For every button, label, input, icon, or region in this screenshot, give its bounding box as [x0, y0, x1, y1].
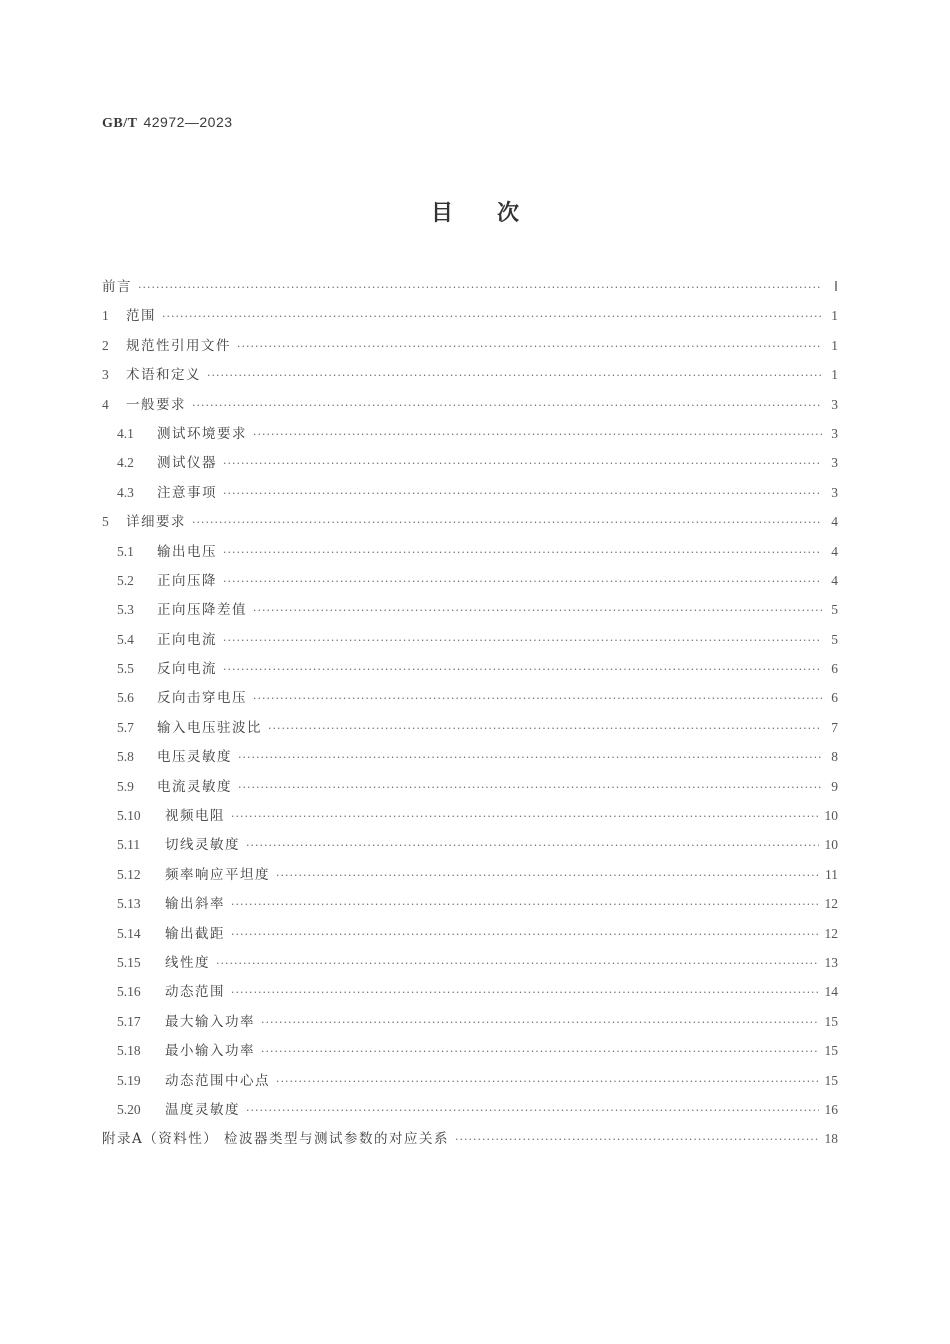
toc-entry-number: 2 [102, 337, 109, 353]
toc-entry-number: 5.11 [117, 837, 141, 853]
dot-leader [253, 420, 822, 449]
toc-entry-page: 6 [831, 690, 838, 706]
toc-entry[interactable] [102, 301, 838, 330]
standard-prefix: GB/T [102, 116, 138, 131]
dot-leader [207, 361, 822, 390]
toc-entry-label: 正向压降差值 [157, 602, 247, 619]
toc-entry[interactable] [102, 566, 838, 595]
dot-leader [223, 655, 822, 684]
toc-entry-number: 5.15 [117, 954, 141, 970]
dot-leader [276, 861, 819, 890]
toc-entry-page: 15 [824, 1072, 838, 1088]
toc-entry-page: 4 [831, 543, 838, 559]
dot-leader [192, 391, 822, 420]
dot-leader [223, 449, 822, 478]
toc-entry-number: 5.4 [117, 631, 134, 647]
toc-entry-label: 前言 [102, 279, 132, 295]
dot-leader [246, 1096, 819, 1125]
toc-entry[interactable] [102, 860, 838, 889]
dot-leader [261, 1008, 819, 1037]
toc-entry-page: 3 [831, 425, 838, 441]
dot-leader [246, 831, 819, 860]
toc-entry-label: 详细要求 [126, 514, 186, 531]
toc-entry-label: 温度灵敏度 [165, 1101, 240, 1118]
dot-leader [223, 479, 822, 508]
toc-entry-page: 13 [824, 954, 838, 970]
toc-entry-number: 5.1 [117, 543, 134, 559]
toc-entry-label: 反向击穿电压 [157, 690, 247, 707]
toc-entry-label: 输出截距 [165, 925, 225, 942]
toc-entry-number: 4.3 [117, 484, 134, 500]
toc-entry-page: 10 [824, 808, 838, 824]
toc-entry-label: 视频电阻 [165, 808, 225, 825]
toc-entry-page: 18 [824, 1131, 838, 1147]
toc-entry[interactable] [102, 654, 838, 683]
toc-entry[interactable] [102, 919, 838, 948]
toc-entry-label: 反向电流 [157, 661, 217, 678]
toc-entry-number: 5.14 [117, 925, 141, 941]
toc-entry-page: 1 [831, 308, 838, 324]
dot-leader [261, 1037, 819, 1066]
toc-entry[interactable] [102, 801, 838, 830]
toc-entry-label: 输出电压 [157, 543, 217, 560]
toc-entry-number: 5.20 [117, 1101, 141, 1117]
toc-title: 目次 [430, 201, 563, 226]
toc-entry-page: 8 [831, 749, 838, 765]
toc-entry-label: 范围 [126, 308, 156, 325]
toc-entry[interactable] [102, 448, 838, 477]
toc-entry[interactable] [102, 360, 838, 389]
dot-leader [162, 302, 822, 331]
toc-entry[interactable] [102, 419, 838, 448]
toc-entry-page: 1 [831, 337, 838, 353]
toc-entry-number: 5.7 [117, 719, 134, 735]
toc-entry-label: 最大输入功率 [165, 1013, 255, 1030]
toc-entry-page: 1 [831, 367, 838, 383]
toc-entry-label: 一般要求 [126, 396, 186, 413]
toc-entry-number: 1 [102, 308, 109, 324]
dot-leader [253, 596, 822, 625]
toc-entry-label: 动态范围中心点 [165, 1072, 270, 1089]
toc-entry[interactable] [102, 713, 838, 742]
toc-entry-number: 4.1 [117, 425, 134, 441]
standard-number [102, 114, 233, 132]
toc-entry-number: 5.8 [117, 749, 134, 765]
toc-entry-label: 测试仪器 [157, 455, 217, 472]
toc-entry[interactable] [102, 683, 838, 712]
toc-entry-label: 电压灵敏度 [157, 749, 232, 766]
toc-entry-label: 附录A（资料性） 检波器类型与测试参数的对应关系 [102, 1131, 450, 1148]
toc-entry-page: 7 [831, 719, 838, 735]
toc-entry-label: 最小输入功率 [165, 1043, 255, 1060]
toc-entry-label: 线性度 [165, 954, 210, 971]
toc-entry-label: 频率响应平坦度 [165, 866, 270, 883]
toc-entry[interactable] [102, 537, 838, 566]
toc-entry[interactable] [102, 1007, 838, 1036]
toc-entry-label: 测试环境要求 [157, 425, 247, 442]
toc-entry[interactable] [102, 272, 838, 301]
toc-entry-label: 动态范围 [165, 984, 225, 1001]
toc-entry-number: 5.3 [117, 602, 134, 618]
toc-entry-page: 5 [831, 631, 838, 647]
dot-leader [238, 743, 822, 772]
toc-entry-page: 11 [825, 866, 838, 882]
toc-entry-page: 4 [831, 514, 838, 530]
dot-leader [268, 714, 822, 743]
toc-entry[interactable] [102, 830, 838, 859]
toc-entry[interactable] [102, 889, 838, 918]
toc-entry-number: 3 [102, 367, 109, 383]
standard-code: 42972—2023 [143, 114, 233, 130]
toc-entry[interactable] [102, 1066, 838, 1095]
toc-entry-page: 4 [831, 572, 838, 588]
toc-entry[interactable] [102, 1036, 838, 1065]
toc-entry-label: 注意事项 [157, 484, 217, 501]
dot-leader [192, 508, 822, 537]
toc-entry-number: 5.19 [117, 1072, 141, 1088]
toc-entry-page: 15 [824, 1013, 838, 1029]
toc-entry-label: 电流灵敏度 [157, 778, 232, 795]
toc-entry-page: 9 [831, 778, 838, 794]
toc-entry-page: 12 [824, 925, 838, 941]
dot-leader [238, 773, 822, 802]
toc-entry[interactable] [102, 1095, 838, 1124]
toc-entry-label: 术语和定义 [126, 367, 201, 384]
dot-leader [253, 684, 822, 713]
toc-entry-number: 4.2 [117, 455, 134, 471]
dot-leader [231, 920, 819, 949]
toc-entry-page: 12 [824, 896, 838, 912]
toc-entry[interactable] [102, 948, 838, 977]
dot-leader [223, 538, 822, 567]
toc-entry-page: 3 [831, 396, 838, 412]
toc-entry-page: 14 [824, 984, 838, 1000]
dot-leader [231, 802, 819, 831]
dot-leader [237, 332, 822, 361]
dot-leader [231, 978, 819, 1007]
toc-entry[interactable] [102, 625, 838, 654]
toc-entry-number: 5 [102, 514, 109, 530]
toc-entry[interactable] [102, 977, 838, 1006]
toc-entry-number: 5.2 [117, 572, 134, 588]
toc-entry-label: 切线灵敏度 [165, 837, 240, 854]
dot-leader [223, 567, 822, 596]
table-of-contents [102, 272, 838, 1154]
toc-entry-number: 5.9 [117, 778, 134, 794]
dot-leader [216, 949, 819, 978]
toc-entry-page: 10 [824, 837, 838, 853]
toc-entry-page: 15 [824, 1043, 838, 1059]
toc-entry-number: 5.10 [117, 808, 141, 824]
toc-entry[interactable] [102, 478, 838, 507]
toc-entry-page: 6 [831, 661, 838, 677]
toc-entry-page: 5 [831, 602, 838, 618]
dot-leader [223, 626, 822, 655]
toc-entry-page: 3 [831, 455, 838, 471]
toc-entry-number: 5.6 [117, 690, 134, 706]
toc-entry-label: 输入电压驻波比 [157, 719, 262, 736]
toc-entry-number: 5.12 [117, 866, 141, 882]
toc-entry-page: 3 [831, 484, 838, 500]
toc-entry[interactable] [102, 595, 838, 624]
toc-entry-number: 5.18 [117, 1043, 141, 1059]
dot-leader [276, 1067, 819, 1096]
toc-entry-number: 5.5 [117, 661, 134, 677]
toc-entry-label: 输出斜率 [165, 896, 225, 913]
dot-leader [138, 273, 822, 302]
toc-entry-number: 5.16 [117, 984, 141, 1000]
toc-entry-label: 正向压降 [157, 572, 217, 589]
toc-entry[interactable] [102, 331, 838, 360]
toc-entry-number: 4 [102, 396, 109, 412]
toc-entry-page: 16 [824, 1101, 838, 1117]
dot-leader [231, 890, 819, 919]
toc-entry[interactable] [102, 772, 838, 801]
toc-entry-number: 5.17 [117, 1013, 141, 1029]
toc-entry[interactable] [102, 1124, 838, 1153]
toc-entry-label: 规范性引用文件 [126, 337, 231, 354]
toc-entry[interactable] [102, 390, 838, 419]
toc-entry-page: Ⅰ [834, 279, 838, 294]
toc-entry[interactable] [102, 507, 838, 536]
dot-leader [455, 1125, 818, 1154]
toc-entry-label: 正向电流 [157, 631, 217, 648]
toc-entry-number: 5.13 [117, 896, 141, 912]
toc-entry[interactable] [102, 742, 838, 771]
